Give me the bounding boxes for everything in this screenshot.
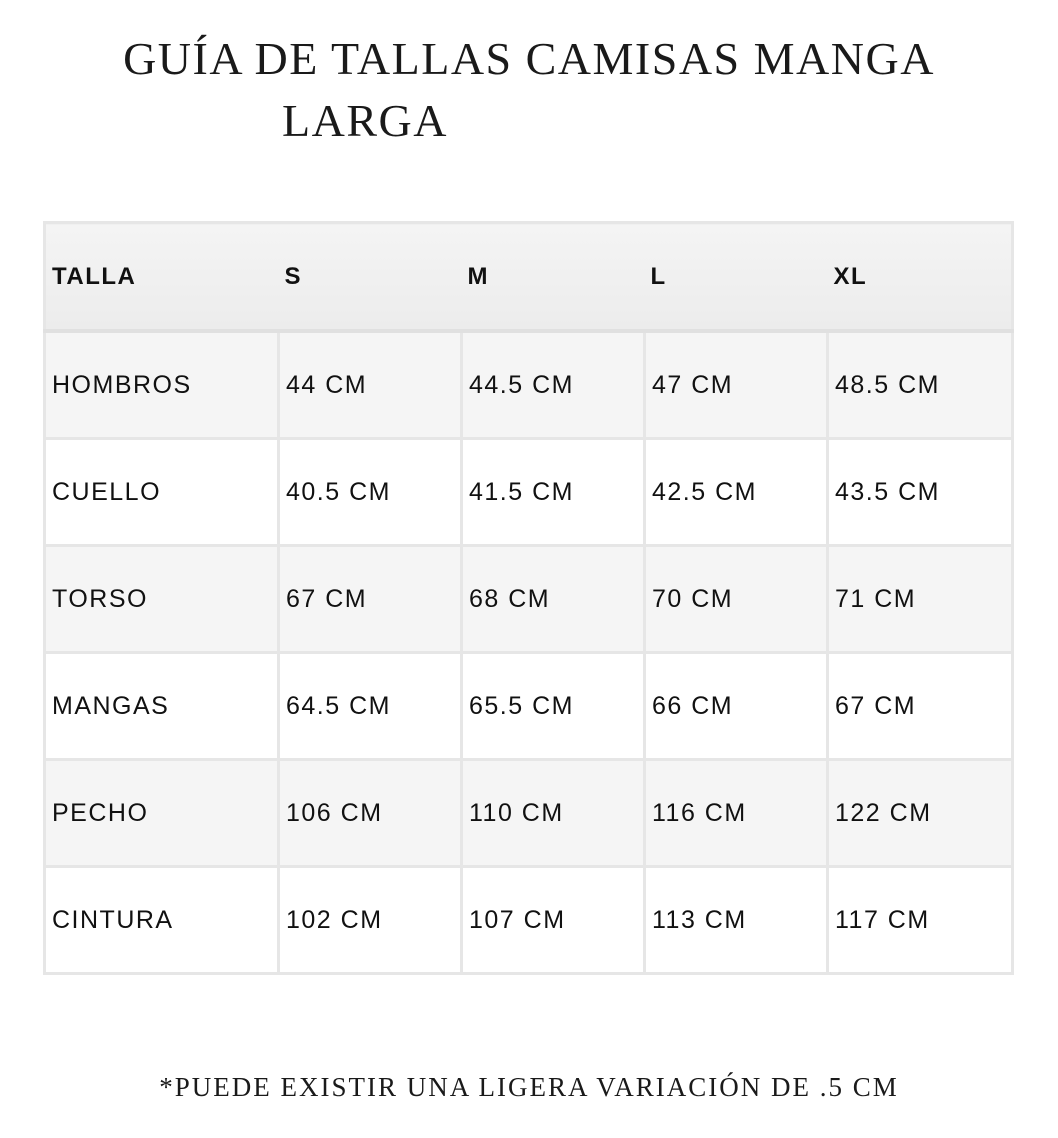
table-cell: 48.5 CM: [828, 331, 1013, 439]
table-cell: 43.5 CM: [828, 439, 1013, 546]
header-talla: TALLA: [45, 223, 279, 332]
row-label: CUELLO: [45, 439, 279, 546]
header-size-xl: XL: [828, 223, 1013, 332]
table-cell: 70 CM: [645, 546, 828, 653]
table-row: [45, 760, 1013, 867]
table-row: [45, 546, 1013, 653]
table-cell: 117 CM: [828, 867, 1013, 974]
table-cell: 64.5 CM: [279, 653, 462, 760]
variation-note: *PUEDE EXISTIR UNA LIGERA VARIACIÓN DE .5 CM: [159, 1072, 899, 1102]
table-header-row: [45, 223, 1013, 332]
page-title-line-1: GUÍA DE TALLAS CAMISAS MANGA: [123, 33, 935, 84]
page-title: [0, 28, 1058, 152]
table-cell: 110 CM: [462, 760, 645, 867]
header-size-l: L: [645, 223, 828, 332]
table-cell: 41.5 CM: [462, 439, 645, 546]
table-row: [45, 331, 1013, 439]
table-cell: 66 CM: [645, 653, 828, 760]
row-label: TORSO: [45, 546, 279, 653]
row-label: HOMBROS: [45, 331, 279, 439]
row-label: CINTURA: [45, 867, 279, 974]
table-cell: 67 CM: [828, 653, 1013, 760]
table-cell: 113 CM: [645, 867, 828, 974]
table-cell: 122 CM: [828, 760, 1013, 867]
table-cell: 102 CM: [279, 867, 462, 974]
table-cell: 116 CM: [645, 760, 828, 867]
table-cell: 44 CM: [279, 331, 462, 439]
row-label: PECHO: [45, 760, 279, 867]
table-row: [45, 653, 1013, 760]
table-row: [45, 867, 1013, 974]
table-cell: 71 CM: [828, 546, 1013, 653]
table-cell: 40.5 CM: [279, 439, 462, 546]
table-cell: 44.5 CM: [462, 331, 645, 439]
table-cell: 65.5 CM: [462, 653, 645, 760]
header-size-s: S: [279, 223, 462, 332]
header-size-m: M: [462, 223, 645, 332]
table-cell: 106 CM: [279, 760, 462, 867]
page-title-line-2: LARGA: [282, 95, 448, 146]
table-cell: 42.5 CM: [645, 439, 828, 546]
table-cell: 107 CM: [462, 867, 645, 974]
row-label: MANGAS: [45, 653, 279, 760]
size-chart-table: [43, 221, 1014, 975]
table-cell: 68 CM: [462, 546, 645, 653]
table-cell: 47 CM: [645, 331, 828, 439]
table-cell: 67 CM: [279, 546, 462, 653]
table-row: [45, 439, 1013, 546]
